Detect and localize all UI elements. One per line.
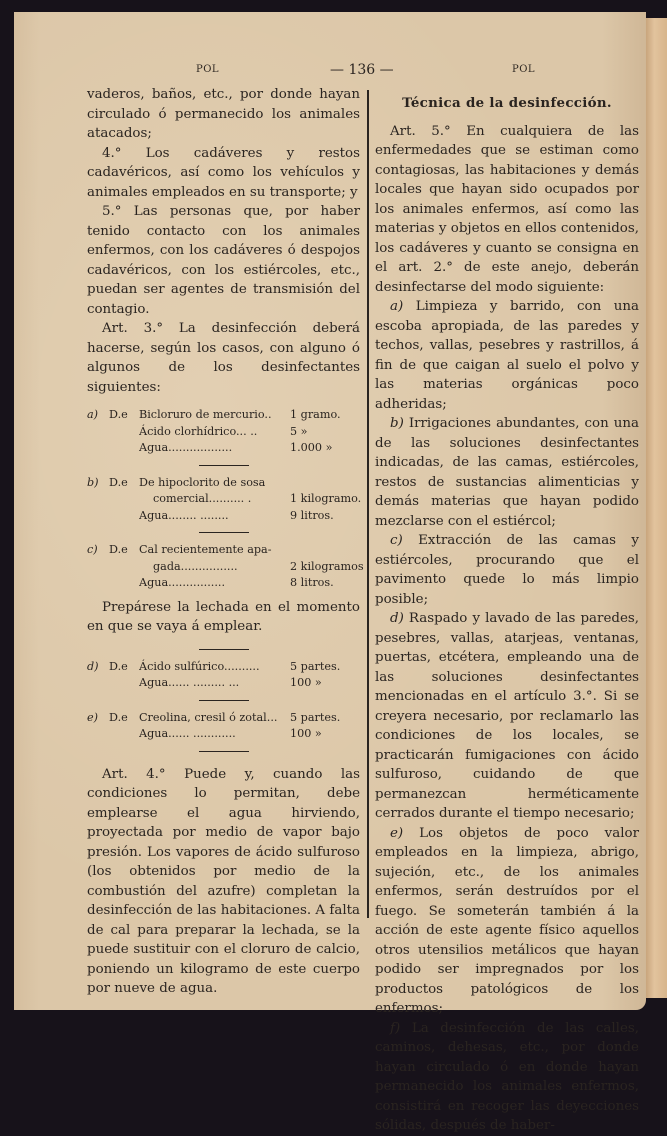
paragraph-lechada: Prepárese la lechada en el momento en que se vaya á emplear. — [87, 599, 360, 634]
separator-rule — [199, 751, 249, 752]
ingredient: De hipoclorito de sosa — [139, 475, 266, 489]
list-item-e: e) Los objetos de poco valor empleados en la limpieza, abrigo, sujeción, etc., de los animales enfermos, serán destruídos por el fuego. Se someterán también á la acción de este agente físico aquellos otros utensilios metálicos que hayan podido ser impregnados por los productos patológicos de los enfermos; — [375, 825, 639, 1016]
quantity: 2 kilogramos — [290, 559, 364, 573]
ingredient: Cal recientemente apa- — [139, 543, 272, 556]
quantity: 5 » — [290, 424, 308, 438]
running-head-right: POL — [512, 64, 536, 75]
quantity: 9 litros. — [290, 508, 334, 522]
right-column — [375, 94, 639, 1136]
ingredient: Creolina, cresil ó zotal... — [139, 710, 278, 724]
list-item-a: a) Limpieza y barrido, con una escoba apropiada, de las paredes y techos, vallas, pesebres y rastrillos, á fin de que caigan al suelo el polvo y las materias orgánicas poco adheridas; — [375, 299, 639, 412]
quantity: 1 kilogramo. — [290, 492, 362, 505]
formula-letter: d) — [87, 659, 99, 673]
formula-prefix: D.e — [109, 710, 128, 724]
list-item-b: b) Irrigaciones abundantes, con una de las soluciones desinfectantes indicadas, de las camas, estiércoles, restos de sustancias alimenticias y demás materias que hayan podido mezclarse con el estiércol; — [375, 416, 639, 529]
formula-b — [87, 475, 360, 525]
column-divider — [367, 90, 369, 918]
quantity: 5 partes. — [290, 710, 341, 724]
list-item-c: c) Extracción de las camas y estiércoles, procurando que el pavimento quede lo más limpio posible; — [375, 533, 639, 607]
ingredient: gada................ — [153, 559, 238, 573]
ingredient: Agua...... ............ — [139, 727, 236, 740]
ingredient: Bicloruro de mercurio.. — [139, 408, 272, 421]
ingredient: Ácido sulfúrico.......... — [139, 659, 260, 673]
quantity: 1 gramo. — [290, 408, 341, 421]
separator-rule — [199, 465, 249, 466]
formula-a — [87, 407, 360, 457]
paragraph: 5.° Las personas que, por haber tenido contacto con los animales enfermos, con los cadáveres ó despojos cadavéricos, con los estiércoles, etc., puedan ser agentes de transmisión del contagio. — [87, 204, 360, 317]
paragraph: 4.° Los cadáveres y restos cadavéricos, así como los vehículos y animales empleados en su transporte; y — [87, 145, 360, 200]
left-column — [87, 85, 364, 999]
paragraph: vaderos, baños, etc., por donde hayan circulado ó permanecido los animales atacados; — [87, 87, 360, 141]
quantity: 5 partes. — [290, 659, 341, 673]
quantity: 100 » — [290, 727, 322, 740]
formula-letter: a) — [87, 408, 99, 421]
formula-letter: c) — [87, 543, 98, 556]
next-page-edge — [646, 18, 667, 998]
formula-prefix: D.e — [109, 543, 128, 556]
formula-letter: b) — [87, 475, 99, 489]
quantity: 100 » — [290, 676, 322, 689]
article-3: Art. 3.° La desinfección deberá hacerse, según los casos, con alguno ó algunos de los desinfectantes siguientes: — [87, 321, 360, 395]
article-4: Art. 4.° Puede y, cuando las condiciones lo permitan, debe emplearse el agua hirviendo, proyectada por medio de vapor bajo presión. Los vapores de ácido sulfuroso (los obtenidos por medio de la combustión del azufre) completan la desinfección de las habitaciones. A falta de cal para preparar la lechada, se la puede sustituir con el cloruro de calcio, poniendo un kilogramo de este cuerpo por nueve de agua. — [87, 766, 360, 996]
quantity: 1.000 » — [290, 441, 333, 454]
ingredient: Agua.................. — [139, 441, 233, 454]
separator-rule — [199, 532, 249, 533]
article-5: Art. 5.° En cualquiera de las enfermedades que se estiman como contagiosas, las habitaciones y demás locales que hayan sido ocupados por los animales enfermos, así como las materias y objetos en ellos contenidos, los cadáveres y cuanto se consigna en el art. 2.° de este anejo, deberán desinfectarse del modo siguiente: — [375, 123, 639, 295]
formula-prefix: D.e — [109, 659, 128, 673]
separator-rule — [199, 700, 249, 701]
formula-c — [87, 542, 364, 592]
running-head-left: POL — [196, 64, 220, 75]
formula-prefix: D.e — [109, 475, 128, 489]
list-item-d: d) Raspado y lavado de las paredes, pesebres, vallas, atarjeas, ventanas, puertas, etcétera, empleando una de las soluciones desinfectantes mencionadas en el artículo 3.°. Si se creyera necesario, por reclamarlo las condiciones de los locales, se practicarán fumigaciones con ácido sulfuroso, cuidando de que permanezcan herméticamente cerrados durante el tiempo necesario; — [375, 611, 639, 821]
section-title: Técnica de la desinfección. — [402, 95, 612, 111]
page-number: — 136 — — [330, 62, 394, 78]
ingredient: Agua........ ........ — [139, 508, 229, 522]
ingredient: Ácido clorhídrico... .. — [139, 424, 258, 438]
formula-prefix: D.e — [109, 408, 128, 421]
separator-rule — [199, 649, 249, 650]
formula-letter: e) — [87, 710, 98, 724]
list-item-f: f) La desinfección de las calles, caminos, dehesas, etc., por donde hayan circulado ó en donde hayan permanecido los animales enfermos, consistirá en recoger las deyecciones sólidas, después de haber- — [375, 1020, 639, 1133]
ingredient: Agua...... ......... ... — [139, 676, 240, 689]
quantity: 8 litros. — [290, 576, 334, 589]
ingredient: Agua................ — [139, 576, 226, 589]
ingredient: comercial.......... . — [153, 492, 252, 505]
formula-e — [87, 710, 360, 743]
formula-d — [87, 659, 360, 692]
